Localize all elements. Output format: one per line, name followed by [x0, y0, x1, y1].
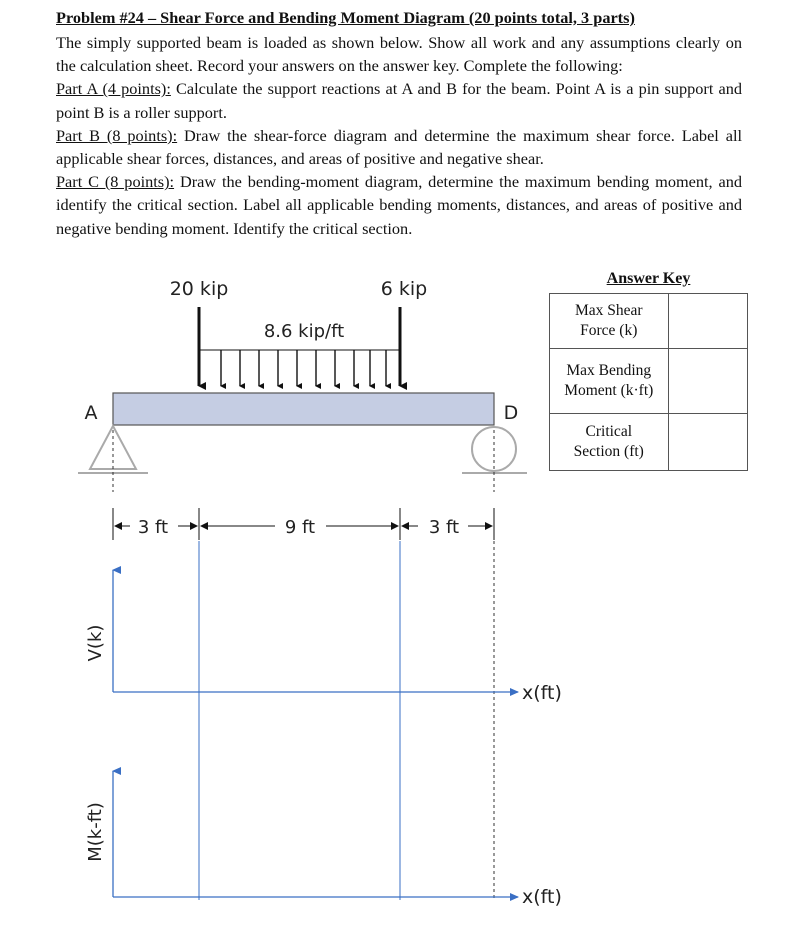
part-c-text: Draw the bending-moment diagram, determine the maximum bending moment, and identify the critical section. Label all applicable bending moments, distances, and areas of positive and negative bending moment. Identify the critical section. — [56, 172, 743, 238]
shear-axes — [113, 570, 518, 692]
answer-key-table — [549, 293, 748, 471]
dim-label-3: 3 ft — [428, 517, 460, 538]
answer-label-max-moment — [550, 349, 669, 414]
answer-label-line: Max Shear — [574, 302, 643, 319]
distributed-load — [199, 350, 400, 386]
shear-ylabel: V(k) — [85, 624, 106, 662]
answer-label-line: Max Bending — [566, 362, 652, 379]
answer-row-max-moment — [550, 349, 748, 414]
point-load-right-label: 6 kip — [380, 278, 428, 300]
moment-axes — [113, 771, 518, 897]
diagram-guides — [199, 541, 494, 900]
answer-label-line: Moment (k·ft) — [564, 382, 654, 399]
dim-label-1: 3 ft — [137, 517, 169, 538]
moment-xlabel: x(ft) — [522, 886, 562, 908]
answer-label-critical-section — [550, 414, 669, 471]
answer-cell-critical-section[interactable] — [668, 414, 747, 471]
distributed-load-label: 8.6 kip/ft — [263, 321, 345, 342]
problem-intro: The simply supported beam is loaded as shown below. Show all work and any assumptions clearly on the calculation sheet. Record your answers on the answer key. Complete the following: — [56, 33, 742, 76]
part-a-label: Part A (4 points): — [56, 79, 171, 99]
problem-title: Problem #24 – Shear Force and Bending Moment Diagram (20 points total, 3 parts) — [56, 8, 635, 27]
dim-label-2: 9 ft — [284, 517, 316, 538]
answer-key-title: Answer Key — [606, 270, 691, 287]
point-load-left-label: 20 kip — [169, 278, 229, 300]
part-a-text: Calculate the support reactions at A and B for the beam. Point A is a pin support and point B is a roller support. — [56, 79, 743, 122]
answer-label-max-shear — [550, 294, 669, 349]
moment-ylabel: M(k-ft) — [85, 802, 106, 862]
answer-label-line: Critical — [585, 423, 633, 440]
answer-cell-max-moment[interactable] — [668, 349, 747, 414]
answer-row-max-shear — [550, 294, 748, 349]
part-b-text: Draw the shear-force diagram and determine the maximum shear force. Label all applicable shear forces, distances, and areas of positive and negative shear. — [56, 125, 742, 169]
shear-xlabel: x(ft) — [522, 682, 562, 704]
answer-label-line: Force (k) — [580, 322, 638, 339]
answer-label-line: Section (ft) — [573, 443, 644, 460]
support-d-label: D — [503, 402, 519, 424]
beam — [113, 393, 494, 425]
part-c-label: Part C (8 points): — [56, 172, 175, 192]
answer-row-critical-section — [550, 414, 748, 471]
support-a-label: A — [84, 402, 98, 424]
part-b-label: Part B (8 points): — [56, 125, 178, 145]
answer-cell-max-shear[interactable] — [668, 294, 747, 349]
